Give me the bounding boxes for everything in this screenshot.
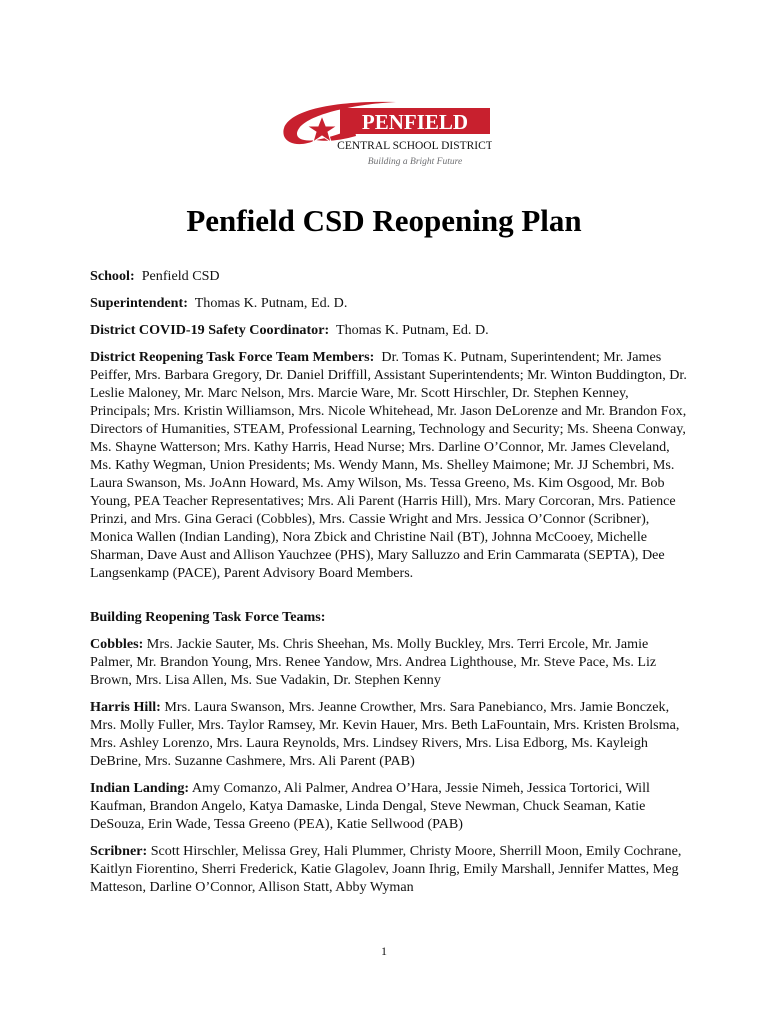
superintendent-value: Thomas K. Putnam, Ed. D. (194, 295, 348, 311)
building-members: Scott Hirschler, Melissa Grey, Hali Plummer, Christy Moore, Sherrill Moon, Emily Cochrane, Kaitlyn Fiorentino, Sherri Frederick, Katie Glagolev, Joann Ihrig, Emily Marshall, Jennifer Mattes, Meg Matteson, Darline O’Connor, Allison Statt, Abby Wyman (90, 843, 682, 895)
building-team-indian-landing: Indian Landing: Amy Comanzo, Ali Palmer, Andrea O’Hara, Jessie Nimeh, Jessica Tortorici, Will Kaufman, Brandon Angelo, Katya Damaske, Linda Dengal, Steve Newman, Chuck Seaman, Katie DeSouza, Erin Wade, Tessa Greeno (PEA), Katie Sellwood (PAB) (90, 780, 650, 832)
superintendent-label: Superintendent (90, 295, 184, 311)
building-members: Mrs. Laura Swanson, Mrs. Jeanne Crowther, Mrs. Sara Panebianco, Mrs. Jamie Bonczek, Mrs. Molly Fuller, Mrs. Taylor Ramsey, Mr. Kevin Hauer, Mrs. Beth LaFountain, Mrs. Kristen Brolsma, Mrs. Ashley Lorenzo, Mrs. Laura Reynolds, Mrs. Lindsey Rivers, Mrs. Lisa Edborg, Ms. Kayleigh DeBrine, Mrs. Suzanne Cashmere, Mrs. Ali Parent (PAB) (90, 699, 680, 769)
building-label: Cobbles (90, 636, 139, 652)
building-label: Harris Hill (90, 699, 157, 715)
building-members: Mrs. Jackie Sauter, Ms. Chris Sheehan, Ms. Molly Buckley, Mrs. Terri Ercole, Mr. Jamie Palmer, Mr. Brandon Young, Mrs. Renee Yandow, Mrs. Andrea Lighthouse, Mr. Steve Pace, Ms. Liz Brown, Mrs. Lisa Allen, Ms. Sue Vadakin, Dr. Stephen Kenny (90, 636, 657, 688)
page-title: Penfield CSD Reopening Plan (186, 203, 582, 238)
building-team-cobbles: Cobbles: Mrs. Jackie Sauter, Ms. Chris Sheehan, Ms. Molly Buckley, Mrs. Terri Ercole, Mr. Jamie Palmer, Mr. Brandon Young, Mrs. Renee Yandow, Mrs. Andrea Lighthouse, Mr. Steve Pace, Ms. Liz Brown, Mrs. Lisa Allen, Ms. Sue Vadakin, Dr. Stephen Kenny (90, 636, 657, 688)
building-members: Amy Comanzo, Ali Palmer, Andrea O’Hara, Jessie Nimeh, Jessica Tortorici, Will Kaufman, Brandon Angelo, Katya Damaske, Linda Dengal, Steve Newman, Chuck Seaman, Katie DeSouza, Erin Wade, Tessa Greeno (PEA), Katie Sellwood (PAB) (90, 780, 650, 832)
logo-tagline: Building a Bright Future (367, 157, 463, 167)
covid-coordinator-field: District COVID-19 Safety Coordinator: Thomas K. Putnam, Ed. D. (90, 322, 489, 338)
superintendent-field: Superintendent: Thomas K. Putnam, Ed. D. (90, 295, 348, 311)
building-label: Scribner (90, 843, 143, 859)
document-body (90, 267, 690, 905)
taskforce-field: District Reopening Task Force Team Members: Dr. Tomas K. Putnam, Superintendent; Mr. James Peiffer, Mrs. Barbara Gregory, Dr. Daniel Driffill, Assistant Superintendents; Mr. Winton Buddington, Dr. Leslie Maloney, Mr. Marc Nelson, Mrs. Marcie Ware, Mr. Scott Hirschler, Dr. Stephen Kenney, Principals; Mrs. Kristin Williamson, Mrs. Nicole Whitehead, Mr. Jason DeLorenze and Mr. Brandon Fox, Directors of Humanities, STEAM, Professional Learning, Technology and Security; Ms. Sheena Conway, Ms. Shayne Watterson; Mrs. Kathy Harris, Head Nurse; Mrs. Darline O’Connor, Mr. James Cleveland, Ms. Kathy Wegman, Union Presidents; Ms. Wendy Mann, Ms. Shelley Maimone; Mr. JJ Schembri, Ms. Laura Swanson, Ms. JoAnn Howard, Ms. Amy Wilson, Ms. Tessa Greeno, Ms. Kim Osgood, Mr. Bob Young, PEA Teacher Representatives; Mrs. Ali Parent (Harris Hill), Mrs. Mary Corcoran, Mrs. Patience Prinzi, and Mrs. Gina Geraci (Cobbles), Mrs. Cassie Wright and Mrs. Jessica O’Connor (Scribner), Monica Wallen (Indian Landing), Nora Zbick and Christine Nail (BT), Johnna McCooey, Michelle Sharman, Dave Aust and Allison Yauchzee (PHS), Mary Salluzzo and Erin Cammarata (SEPTA), Dee Langsenkamp (PACE), Parent Advisory Board Members. (90, 349, 687, 581)
building-team-harris-hill: Harris Hill: Mrs. Laura Swanson, Mrs. Jeanne Crowther, Mrs. Sara Panebianco, Mrs. Jamie Bonczek, Mrs. Molly Fuller, Mrs. Taylor Ramsey, Mr. Kevin Hauer, Mrs. Beth LaFountain, Mrs. Kristen Brolsma, Mrs. Ashley Lorenzo, Mrs. Laura Reynolds, Mrs. Lindsey Rivers, Mrs. Lisa Edborg, Ms. Kayleigh DeBrine, Mrs. Suzanne Cashmere, Mrs. Ali Parent (PAB) (90, 699, 680, 769)
covid-coordinator-label: District COVID-19 Safety Coordinator (90, 322, 325, 338)
district-logo (276, 96, 492, 172)
logo-subtitle: CENTRAL SCHOOL DISTRICT (337, 140, 492, 152)
school-label: School (90, 268, 130, 284)
school-field: School: Penfield CSD (90, 268, 220, 284)
covid-coordinator-value: Thomas K. Putnam, Ed. D. (335, 322, 489, 338)
building-label: Indian Landing (90, 780, 185, 796)
building-team-scribner: Scribner: Scott Hirschler, Melissa Grey, Hali Plummer, Christy Moore, Sherrill Moon, Emily Cochrane, Kaitlyn Fiorentino, Sherri Frederick, Katie Glagolev, Joann Ihrig, Emily Marshall, Jennifer Mattes, Meg Matteson, Darline O’Connor, Allison Statt, Abby Wyman (90, 843, 682, 895)
taskforce-label: District Reopening Task Force Team Members (90, 349, 370, 365)
building-teams-heading: Building Reopening Task Force Teams: (90, 609, 326, 625)
taskforce-value: Dr. Tomas K. Putnam, Superintendent; Mr. James Peiffer, Mrs. Barbara Gregory, Dr. Daniel Driffill, Assistant Superintendents; Mr. Winton Buddington, Dr. Leslie Maloney, Mr. Marc Nelson, Mrs. Marcie Ware, Mr. Scott Hirschler, Dr. Stephen Kenney, Principals; Mrs. Kristin Williamson, Mrs. Nicole Whitehead, Mr. Jason DeLorenze and Mr. Brandon Fox, Directors of Humanities, STEAM, Professional Learning, Technology and Security; Ms. Sheena Conway, Ms. Shayne Watterson; Mrs. Kathy Harris, Head Nurse; Mrs. Darline O’Connor, Mr. James Cleveland, Ms. Kathy Wegman, Union Presidents; Ms. Wendy Mann, Ms. Shelley Maimone; Mr. JJ Schembri, Ms. Laura Swanson, Ms. JoAnn Howard, Ms. Amy Wilson, Ms. Tessa Greeno, Ms. Kim Osgood, Mr. Bob Young, PEA Teacher Representatives; Mrs. Ali Parent (Harris Hill), Mrs. Mary Corcoran, Mrs. Patience Prinzi, and Mrs. Gina Geraci (Cobbles), Mrs. Cassie Wright and Mrs. Jessica O’Connor (Scribner), Monica Wallen (Indian Landing), Nora Zbick and Christine Nail (BT), Johnna McCooey, Michelle Sharman, Dave Aust and Allison Yauchzee (PHS), Mary Salluzzo and Erin Cammarata (SEPTA), Dee Langsenkamp (PACE), Parent Advisory Board Members. (90, 349, 687, 581)
page-number: 1 (381, 944, 387, 958)
logo-name: PENFIELD (361, 110, 469, 134)
school-value: Penfield CSD (141, 268, 220, 284)
